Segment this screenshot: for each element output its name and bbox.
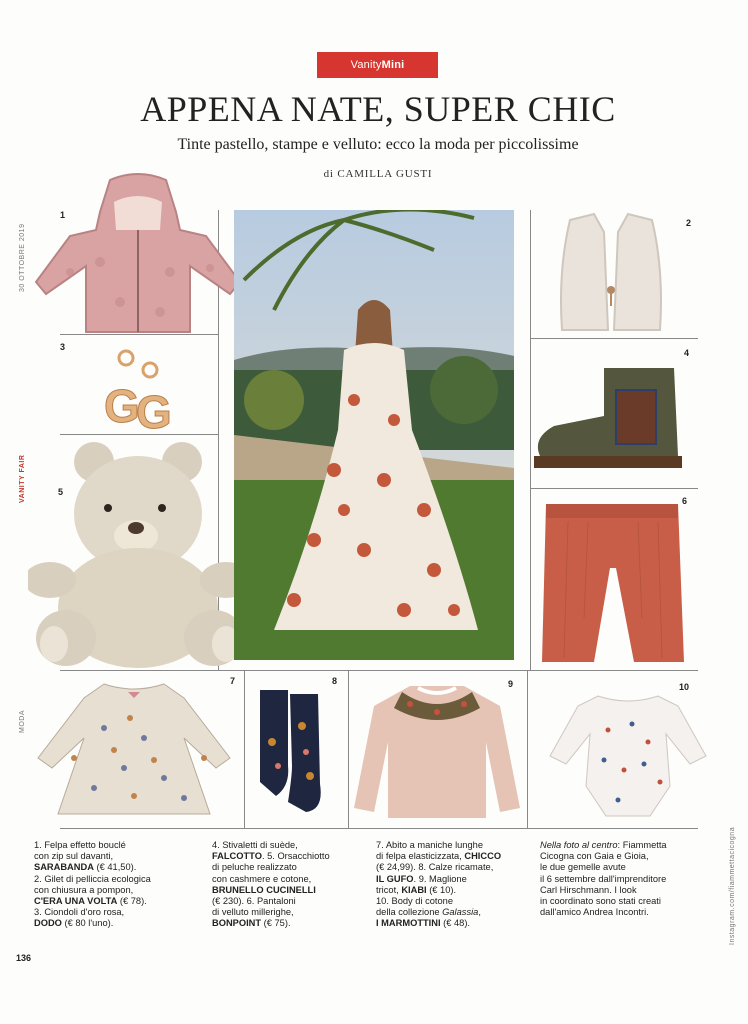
grid-rule [530,338,698,339]
trousers-image [538,498,688,666]
caption-line: 1. Felpa effetto bouclé [34,840,126,850]
grid-rule [60,828,698,829]
center-photo [234,210,514,660]
caption-price: (€ 78). [117,896,147,907]
caption-line: Cicogna con Gaia e Gioia, [540,851,649,862]
caption-line: . 5. Orsacchiotto [261,851,330,862]
caption-line: 3. Ciondoli d'oro rosa, [34,907,125,918]
caption-price: (€ 41,50). [93,862,137,873]
caption-line: in coordinato sono stati creati [540,896,661,907]
caption-line: (€ 230). 6. Pantaloni [212,896,296,907]
hoodie-image [30,172,245,334]
grid-rule [527,670,528,828]
collection-name: Galassia [442,907,479,918]
caption-line: della collezione [376,907,443,918]
caption-line: di velluto millerighe, [212,907,294,918]
item-number: 3 [60,342,66,352]
brand-name: FALCOTTO [212,851,262,862]
caption-line: le due gemelle avute [540,862,626,873]
caption-column-4 [540,840,720,918]
item-number: 9 [508,679,514,689]
item-number: 1 [60,210,66,220]
side-section: MODA [19,710,26,733]
item-number: 4 [684,348,690,358]
bodysuit-image [548,690,708,820]
brand-name: I MARMOTTINI [376,918,441,929]
brand-name: SARABANDA [34,862,94,873]
caption-line: con zip sul davanti, [34,851,114,862]
caption-line: con chiusura a pompon, [34,884,134,895]
caption-line: tricot, [376,884,402,895]
grid-rule [348,670,349,828]
caption-line: Carl Hirschmann. I look [540,884,637,895]
caption-line: 7. Abito a maniche lunghe [376,840,483,850]
caption-column-3 [376,840,536,930]
caption-column-2 [212,840,362,930]
boot-image [528,360,688,476]
item-number: 8 [332,676,338,686]
grid-rule [530,488,698,489]
caption-line: dall'amico Andrea Incontri. [540,907,649,918]
item-number: 10 [679,682,690,692]
caption-line: . 9. Maglione [413,873,467,884]
caption-line: di felpa elasticizzata, [376,851,465,862]
item-number: 5 [58,487,64,497]
brand-name: KIABI [401,884,427,895]
side-credit: Instagram.com/fiammettacicogna [729,826,736,945]
subtitle: Tinte pastello, stampe e velluto: ecco la moda per piccolissime [177,136,579,153]
side-magazine: VANITY FAIR [19,454,26,503]
caption-price: (€ 48). [440,918,471,929]
caption-price: (€ 10). [426,884,457,895]
caption-punct: , [478,907,481,918]
grid-rule [60,334,218,335]
caption-line: (€ 24,99). 8. Calze ricamate, [376,862,494,873]
caption-line: : Fiammetta [617,840,667,850]
sweater-image [352,682,522,822]
brand-name: C'ERA UNA VOLTA [34,896,118,907]
photo-note-label: Nella foto al centro [540,840,618,850]
dress-image [34,678,234,818]
item-number: 7 [230,676,236,686]
headline: APPENA NATE, SUPER CHIC [140,89,616,129]
item-number: 2 [686,218,692,228]
caption-column-1 [34,840,194,930]
grid-rule [60,434,218,435]
caption-price: (€ 80 l'uno). [61,918,114,929]
vest-image [556,210,666,334]
svg-text:G: G [136,386,172,430]
socks-image [254,686,330,816]
caption-line: il 6 settembre dall'imprenditore [540,873,667,884]
caption-price: (€ 75). [261,918,291,929]
caption-line: 10. Body di cotone [376,896,454,907]
badge-text-1: Vanity [350,59,382,71]
brand-name: BONPOINT [212,918,262,929]
brand-name: IL GUFO [376,873,414,884]
byline: di CAMILLA GUSTI [323,168,433,180]
page-number: 136 [16,953,32,963]
teddy-bear-image [28,440,252,672]
brand-name: BRUNELLO CUCINELLI [212,884,316,895]
charms-image [98,348,188,430]
side-date: 30 OTTOBRE 2019 [19,223,26,292]
caption-line: di peluche realizzato [212,862,297,873]
caption-line: con cashmere e cotone, [212,873,312,884]
brand-name: DODO [34,918,62,929]
grid-rule [244,670,245,828]
badge-text-2: Mini [381,59,405,71]
item-number: 6 [682,496,688,506]
brand-name: CHICCO [464,851,502,862]
section-badge [317,52,438,78]
caption-line: 4. Stivaletti di suède, [212,840,298,850]
caption-line: 2. Gilet di pelliccia ecologica [34,873,151,884]
svg-text:G: G [104,380,140,430]
